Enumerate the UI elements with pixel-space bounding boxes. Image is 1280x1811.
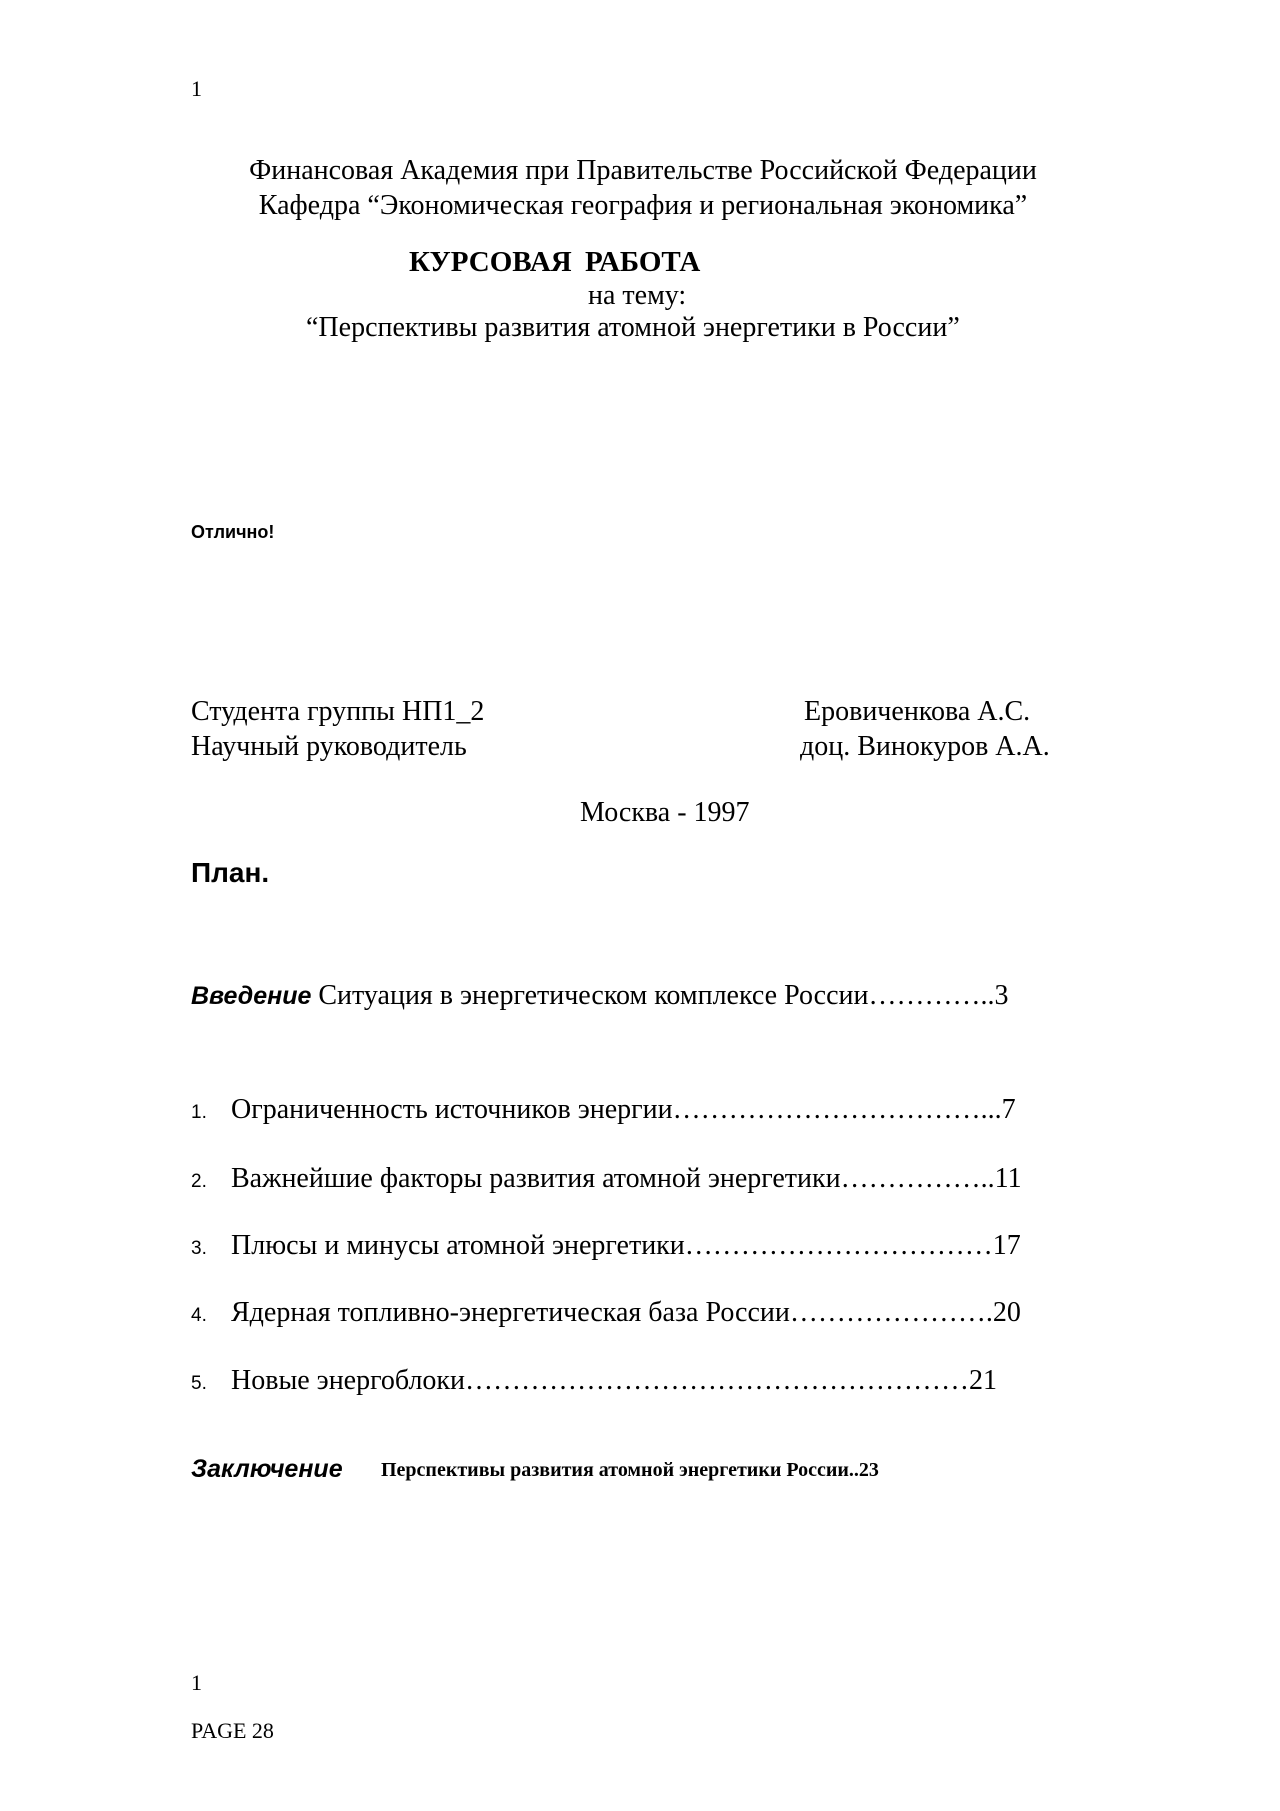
conclusion-label: Заключение xyxy=(191,1455,343,1483)
toc-item-text: Плюсы и минусы атомной энергетики……………………………17 xyxy=(231,1230,1021,1261)
toc-item-number: 3. xyxy=(191,1238,207,1259)
work-type-title: КУРСОВАЯ РАБОТА xyxy=(409,246,701,278)
topic-title: “Перспективы развития атомной энергетики в России” xyxy=(306,312,960,343)
page-number-bottom: 1 xyxy=(191,1670,202,1695)
page-number-top: 1 xyxy=(191,76,202,101)
toc-item-text: Важнейшие факторы развития атомной энергетики……………..11 xyxy=(231,1163,1022,1194)
intro-label: Введение xyxy=(191,982,312,1010)
toc-item-text: Ограниченность источников энергии……………………………...7 xyxy=(231,1094,1016,1125)
conclusion-text: Перспективы развития атомной энергетики России..23 xyxy=(381,1459,879,1481)
department-name: Кафедра “Экономическая география и региональная экономика” xyxy=(258,190,1028,221)
on-topic-label: на тему: xyxy=(588,280,687,311)
toc-item-number: 5. xyxy=(191,1373,207,1394)
toc-item-text: Ядерная топливно-энергетическая база России………………….20 xyxy=(231,1297,1021,1328)
plan-intro xyxy=(191,980,1008,1012)
toc-item-number: 4. xyxy=(191,1305,207,1326)
student-name: Еровиченкова А.С. xyxy=(804,696,1031,727)
student-label: Студента группы НП1_2 xyxy=(191,696,485,727)
intro-text: Ситуация в энергетическом комплексе России…………..3 xyxy=(311,980,1009,1011)
grade-note: Отлично! xyxy=(191,522,275,542)
institution-name: Финансовая Академия при Правительстве Российской Федерации xyxy=(249,155,1037,186)
city-year: Москва - 1997 xyxy=(580,797,750,828)
toc-item-number: 1. xyxy=(191,1102,207,1123)
toc-item-text: Новые энергоблоки………………………………………………21 xyxy=(231,1365,998,1396)
plan-heading: План. xyxy=(191,857,270,888)
page-field: PAGE 28 xyxy=(191,1718,274,1743)
supervisor-label: Научный руководитель xyxy=(191,731,467,762)
toc-item-number: 2. xyxy=(191,1171,207,1192)
supervisor-name: доц. Винокуров А.А. xyxy=(800,731,1050,762)
